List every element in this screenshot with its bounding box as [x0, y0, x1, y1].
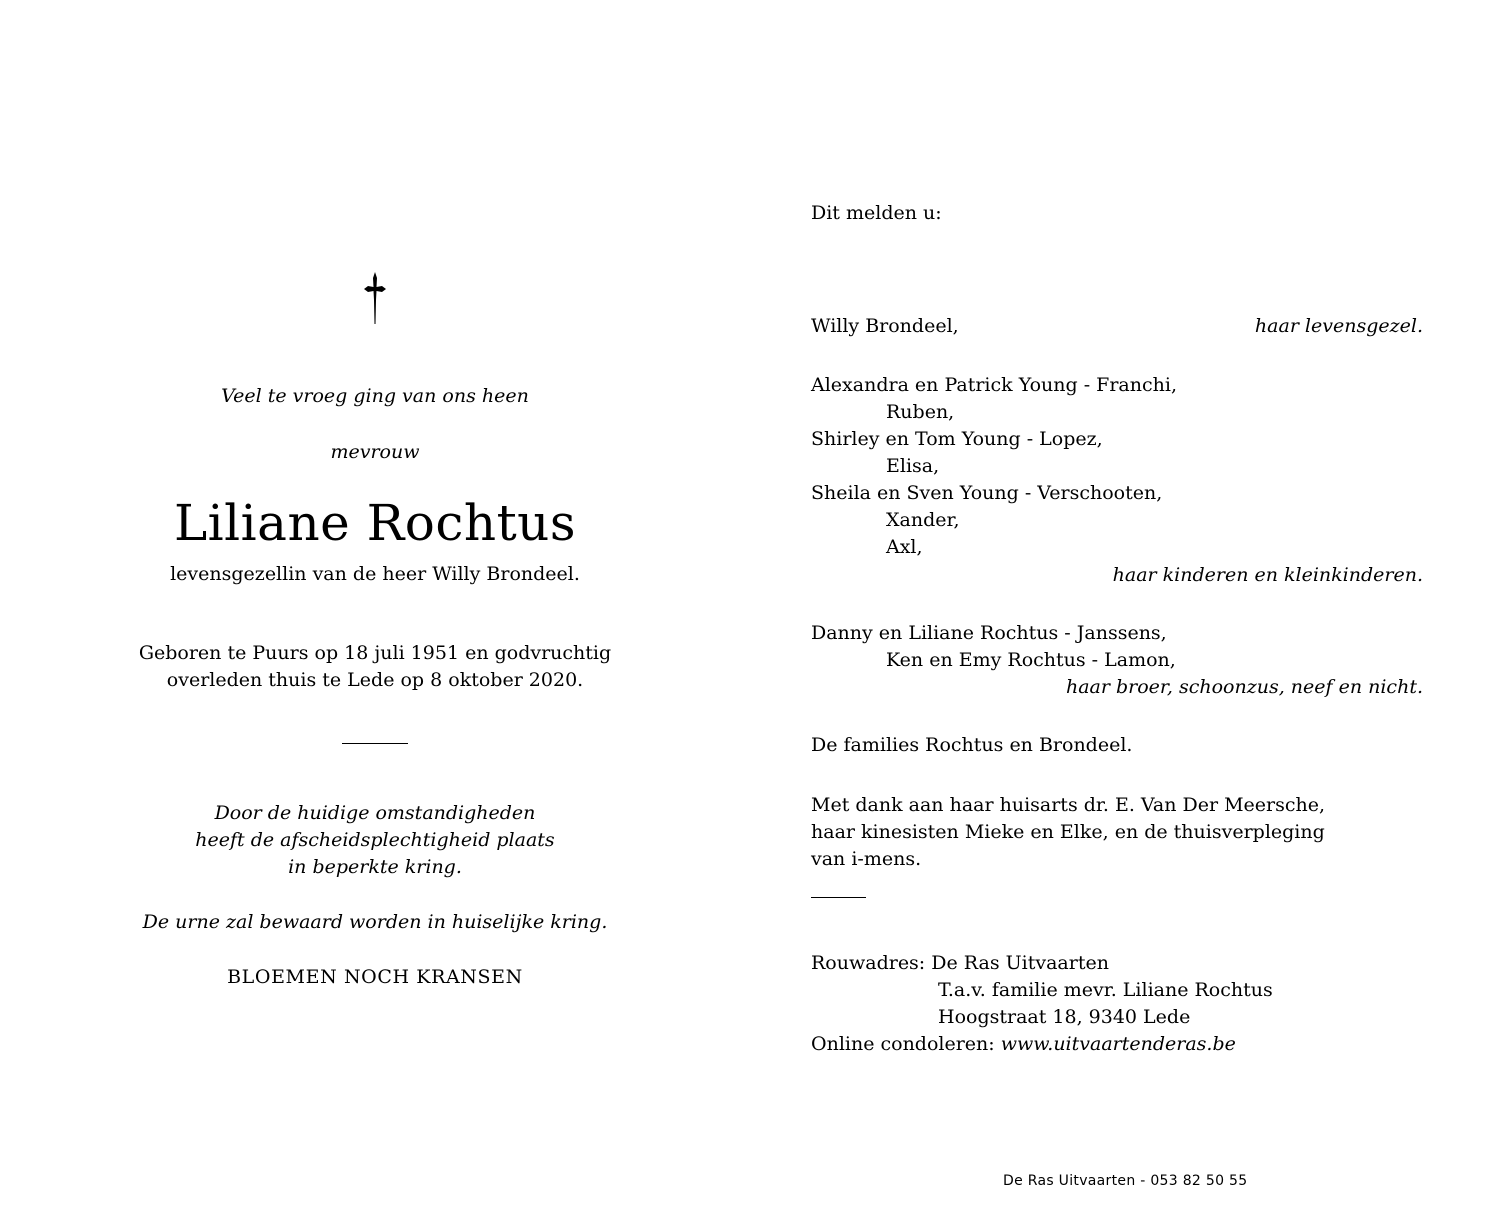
deceased-name: Liliane Rochtus [173, 494, 577, 552]
partner-role: haar levensgezel. [1254, 315, 1423, 337]
child-1: Alexandra en Patrick Young - Franchi, [811, 374, 1177, 396]
address-label: Rouwadres: De Ras Uitvaarten [811, 952, 1109, 974]
urn-line: De urne zal bewaard worden in huiselijke kring. [142, 911, 608, 933]
circumstance-line-3: in beperkte kring. [288, 856, 462, 878]
child-3: Sheila en Sven Young - Verschooten, [811, 482, 1163, 504]
address-line-3: Hoogstraat 18, 9340 Lede [938, 1006, 1191, 1028]
families-line: De families Rochtus en Brondeel. [811, 734, 1133, 756]
online-label: Online condoleren: [811, 1033, 995, 1055]
footer-text: De Ras Uitvaarten - 053 82 50 55 [1003, 1173, 1248, 1189]
brother-line: Danny en Liliane Rochtus - Janssens, [811, 622, 1167, 644]
birth-line-1: Geboren te Puurs op 18 juli 1951 en godvruchtig [138, 642, 612, 664]
grandchild-2: Elisa, [886, 455, 940, 477]
thanks-line-1: Met dank aan haar huisarts dr. E. Van Der Meersche, [811, 794, 1326, 816]
flowers-notice: BLOEMEN NOCH KRANSEN [227, 966, 523, 988]
nephew-line: Ken en Emy Rochtus - Lamon, [886, 649, 1176, 671]
online-condolence [811, 1031, 1236, 1058]
children-role: haar kinderen en kleinkinderen. [1112, 564, 1423, 586]
circumstance-line-2: heeft de afscheidsplechtigheid plaats [195, 829, 555, 851]
birth-line-2: overleden thuis te Lede op 8 oktober 2020. [166, 669, 584, 691]
address-line-2: T.a.v. familie mevr. Liliane Rochtus [938, 979, 1273, 1001]
brother-role: haar broer, schoonzus, neef en nicht. [1065, 676, 1423, 698]
intro-text: Veel te vroeg ging van ons heen [221, 385, 529, 407]
child-2: Shirley en Tom Young - Lopez, [811, 428, 1103, 450]
circumstance-line-1: Door de huidige omstandigheden [214, 802, 536, 824]
partner-name: Willy Brondeel, [811, 315, 959, 337]
honorific: mevrouw [330, 441, 420, 463]
thanks-line-2: haar kinesisten Mieke en Elke, en de thuisverpleging [811, 821, 1325, 843]
grandchild-1: Ruben, [886, 401, 955, 423]
online-url[interactable]: www.uitvaartenderas.be [1000, 1033, 1236, 1055]
partner-line: levensgezellin van de heer Willy Brondeel. [170, 563, 580, 585]
grandchild-3: Xander, [886, 509, 960, 531]
right-divider [811, 897, 866, 898]
thanks-line-3: van i-mens. [811, 848, 922, 870]
announce-line: Dit melden u: [811, 202, 942, 224]
cross-icon [360, 270, 390, 326]
left-divider [342, 743, 408, 744]
grandchild-4: Axl, [886, 536, 923, 558]
